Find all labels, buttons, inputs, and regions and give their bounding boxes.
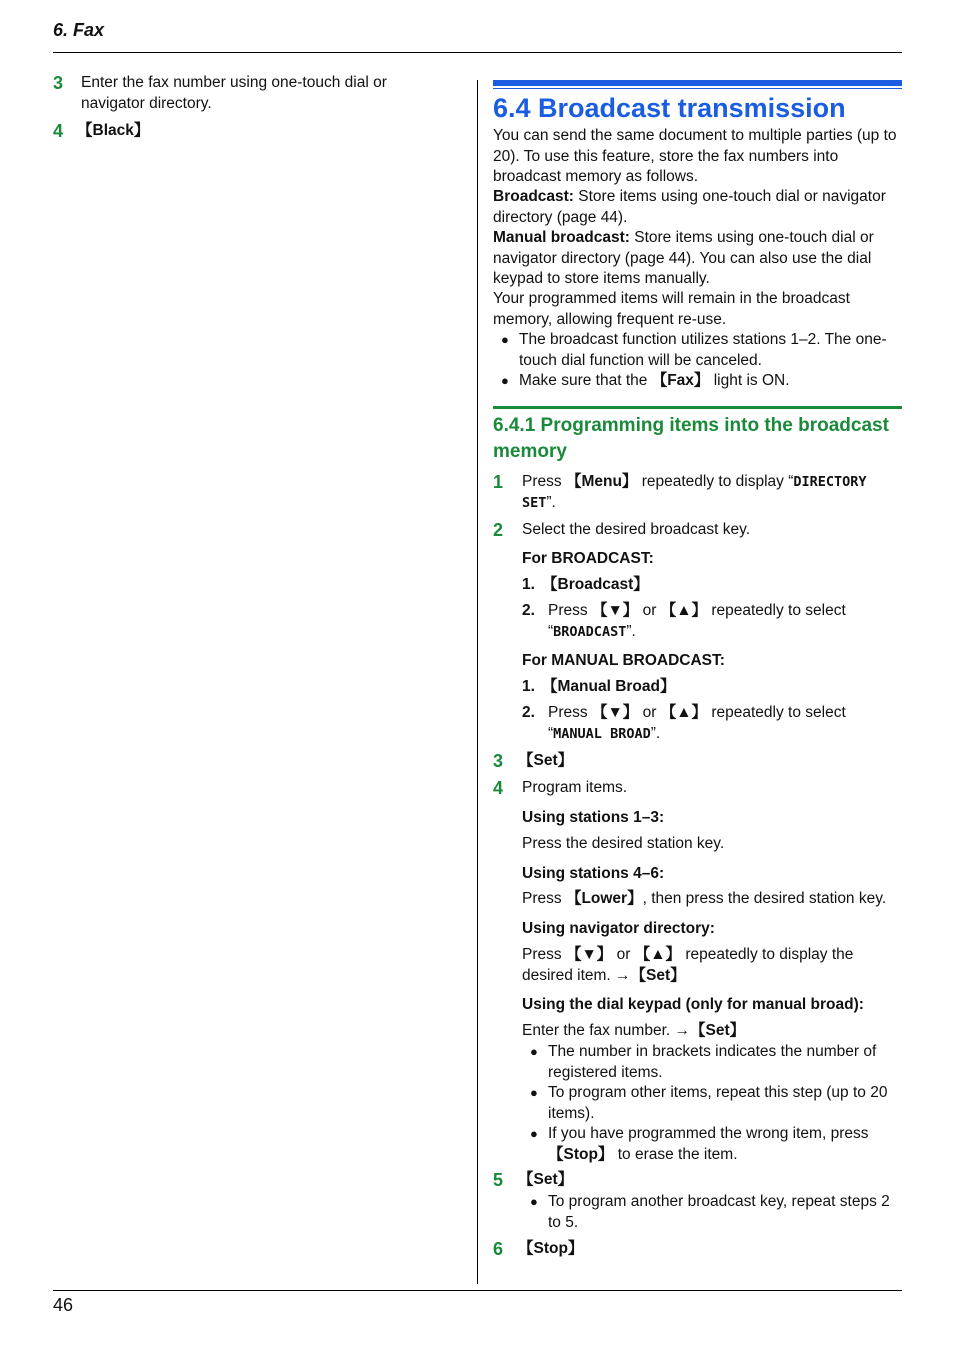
text-a: Press [522,473,566,490]
bullet-text-b: light is ON. [709,372,790,389]
section-header: 6. Fax [53,20,105,40]
for-manual-label: For MANUAL BROADCAST: [522,652,725,669]
text-a: Press [522,946,566,963]
bullet-text: To program another broadcast key, repeat steps 2 to 5. [548,1193,890,1231]
step-4 [493,778,903,799]
item-number: 1. [522,678,535,695]
stations-4-6-text [522,889,902,910]
set-key: 【Set】 [630,966,686,984]
text-b: repeatedly to display the desired item. [522,946,854,984]
step-text: Enter the fax number using one-touch dial or navigator directory. [81,74,387,112]
navigator-text [522,945,902,986]
broadcast-paragraph [493,187,903,228]
for-manual-item-1 [522,677,902,698]
text-or: or [612,946,635,963]
dial-keypad-label: Using the dial keypad (only for manual broad): [522,996,864,1013]
bullet-text: The number in brackets indicates the number of registered items. [548,1043,877,1081]
text-or: or [638,602,661,619]
text-b: to erase the item. [613,1145,738,1163]
item-text [548,601,902,642]
menu-key: 【Menu】 [565,473,638,490]
step-number: 3 [493,751,504,771]
subsection-title: 6.4.1 Programming items into the broadcast memory [493,415,889,462]
step-3 [493,751,903,772]
stop-key: 【Stop】 [548,1145,614,1163]
step-number: 3 [53,73,64,93]
text-b: , then press the desired station key. [642,890,887,907]
text-b: repeatedly to display “ [637,473,794,490]
text-c: ”. [650,724,661,742]
bullet-text: The broadcast function utilizes stations 1–2. The one-touch dial function will be canceled. [519,331,887,369]
bullet-text-a: Make sure that the [519,372,652,389]
left-step-4 [53,121,423,142]
manual-text: Store items using one-touch dial or navigator directory (page 44). You can also use the dial keypad to store items manually. [493,229,874,287]
broadcast-text: Store items using one-touch dial or navigator directory (page 44). [493,188,886,226]
text-b: repeatedly to select “ [548,602,846,640]
set-key: 【Set】 [518,1171,574,1188]
down-key: 【▼】 [565,946,613,963]
intro-paragraph: You can send the same document to multiple parties (up to 20). To use this feature, store the fax numbers into broadcast memory as follows. [493,127,897,185]
bullet-dot: ● [530,1194,538,1209]
for-broadcast-label: For BROADCAST: [522,550,654,567]
stations-1-3-text: Press the desired station key. [522,835,725,852]
manual-label: Manual broadcast: [493,229,630,246]
step-1 [493,472,903,513]
footer-rule [53,1290,902,1291]
bullet-text: To program other items, repeat this step (up to 20 items). [548,1084,888,1122]
reuse-paragraph: Your programmed items will remain in the broadcast memory, allowing frequent re-use. [493,290,850,328]
down-key: 【▼】 [591,704,639,721]
text-a: Press [548,602,592,619]
step5-bullet [530,1192,903,1233]
item-text [548,703,902,744]
text-a: Press [548,704,592,721]
step-number: 4 [493,778,504,798]
bullet-text [519,371,903,392]
step-text: Program items. [522,779,628,796]
dial-keypad-text [522,1021,902,1042]
step-number: 5 [493,1170,504,1190]
text-c: ”. [546,493,556,511]
manual-broad-key: 【Manual Broad】 [542,678,676,695]
bullet-dot: ● [501,332,509,347]
display-text: BROADCAST [553,623,627,640]
lower-key: 【Lower】 [565,890,643,907]
stations-1-3-label: Using stations 1–3: [522,809,665,826]
step-text [522,472,903,513]
text-c: ”. [626,622,636,640]
stations-4-6-label: Using stations 4–6: [522,865,665,882]
step-text: Select the desired broadcast key. [522,521,751,538]
text-a: Press [522,890,566,907]
broadcast-label: Broadcast: [493,188,574,205]
up-key: 【▲】 [634,946,682,963]
text-or: or [638,704,661,721]
page-title: 6.4 Broadcast transmission [493,93,846,123]
broadcast-key: 【Broadcast】 [542,576,649,593]
left-step-3 [53,73,423,114]
arrow-icon: → [615,966,631,984]
page-number: 46 [53,1295,74,1315]
arrow-icon: → [674,1022,691,1039]
for-broadcast-item-1 [522,575,902,596]
step-6 [493,1239,903,1260]
bullet-dot: ● [530,1044,538,1059]
text-b: repeatedly to select “ [548,704,846,742]
up-key: 【▲】 [660,602,708,619]
display-text: MANUAL BROAD [553,725,651,742]
title-bar-thin [493,88,902,89]
intro-bullet-2 [501,371,903,392]
navigator-label: Using navigator directory: [522,920,715,937]
step-number: 6 [493,1239,504,1259]
item-number: 2. [522,602,535,619]
set-key: 【Set】 [518,752,574,769]
step-number: 2 [493,520,504,540]
step-number: 1 [493,472,504,492]
bullet-dot: ● [530,1126,538,1141]
subsection-bar [493,406,902,409]
up-key: 【▲】 [660,704,708,721]
text-a: Enter the fax number. [522,1022,675,1039]
black-key: 【Black】 [77,122,150,139]
for-manual-item-2 [522,703,902,744]
bullet-text [548,1124,903,1165]
step-5 [493,1170,903,1191]
bullet-dot: ● [501,373,509,388]
item-number: 1. [522,576,535,593]
item-number: 2. [522,704,535,721]
down-key: 【▼】 [591,602,639,619]
manual-paragraph [493,228,903,290]
bullet-dot: ● [530,1085,538,1100]
step-number: 4 [53,121,64,141]
title-bar [493,80,902,86]
column-divider [477,80,478,1284]
step4-bullet-3 [530,1124,903,1165]
step4-bullet-2 [530,1083,903,1124]
stop-key: 【Stop】 [518,1240,584,1257]
set-key: 【Set】 [690,1022,746,1039]
header-rule [53,52,902,53]
step4-bullet-1 [530,1042,903,1083]
text-a: If you have programmed the wrong item, press [548,1125,869,1142]
fax-key: 【Fax】 [651,372,710,389]
intro-bullet-1 [501,330,903,371]
step-2 [493,520,903,541]
display-text: DIRECTORY SET [522,474,867,511]
for-broadcast-item-2 [522,601,902,642]
